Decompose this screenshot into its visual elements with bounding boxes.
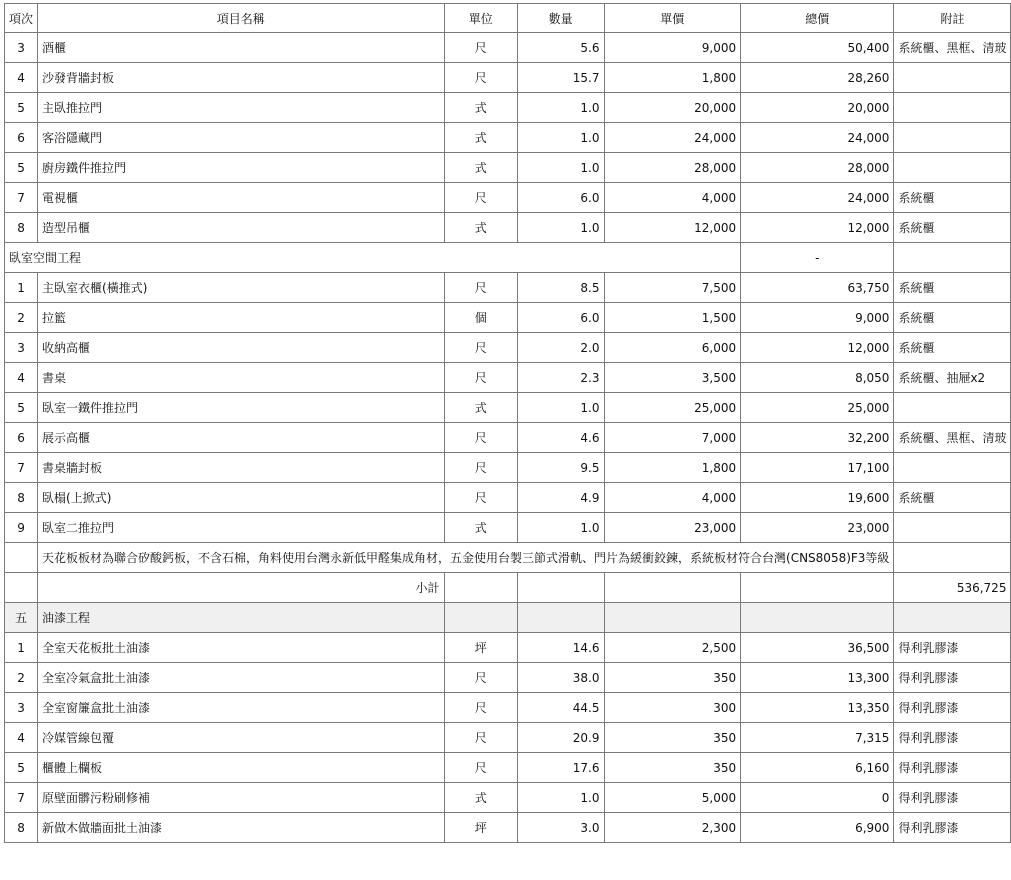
item-number: 8 [5,483,38,513]
item-number: 9 [5,513,38,543]
item-name: 全室窗簾盒批土油漆 [38,693,445,723]
item-unit: 式 [444,213,517,243]
header-item-name: 項目名稱 [38,4,445,33]
item-number: 8 [5,813,38,843]
header-total-price: 總價 [741,4,894,33]
item-quantity: 8.5 [517,273,604,303]
item-quantity: 1.0 [517,123,604,153]
item-total: 12,000 [741,333,894,363]
item-number: 5 [5,753,38,783]
item-unit-price: 25,000 [604,393,741,423]
item-total: 13,350 [741,693,894,723]
item-unit: 坪 [444,633,517,663]
item-quantity: 9.5 [517,453,604,483]
item-unit-price: 350 [604,753,741,783]
item-total: 63,750 [741,273,894,303]
item-number: 7 [5,453,38,483]
table-row [5,753,1011,783]
item-unit: 尺 [444,273,517,303]
item-name: 主臥室衣櫃(橫推式) [38,273,445,303]
item-quantity: 44.5 [517,693,604,723]
section-label: 臥室空間工程 [5,243,741,273]
item-total: 23,000 [741,513,894,543]
item-unit-price: 350 [604,663,741,693]
item-unit-price: 3,500 [604,363,741,393]
item-number: 5 [5,153,38,183]
item-total: 17,100 [741,453,894,483]
item-unit-price: 2,500 [604,633,741,663]
item-unit-price: 2,300 [604,813,741,843]
item-remark: 得利乳膠漆 [894,753,1011,783]
item-unit-price: 7,000 [604,423,741,453]
table-row [5,483,1011,513]
item-name: 臥室二推拉門 [38,513,445,543]
item-number: 2 [5,663,38,693]
header-unit-price: 單價 [604,4,741,33]
item-quantity: 1.0 [517,153,604,183]
item-quantity: 3.0 [517,813,604,843]
item-name: 書桌牆封板 [38,453,445,483]
item-number: 8 [5,213,38,243]
item-unit: 個 [444,303,517,333]
table-row [5,213,1011,243]
material-note-row [5,543,1011,573]
table-row [5,783,1011,813]
item-unit: 式 [444,93,517,123]
item-remark: 系統櫃 [894,333,1011,363]
item-number: 6 [5,423,38,453]
item-total: 25,000 [741,393,894,423]
item-number: 4 [5,723,38,753]
item-name: 收納高櫃 [38,333,445,363]
table-row [5,63,1011,93]
item-number: 4 [5,63,38,93]
table-row [5,723,1011,753]
item-remark [894,153,1011,183]
item-name: 主臥推拉門 [38,93,445,123]
item-number: 6 [5,123,38,153]
item-name: 展示高櫃 [38,423,445,453]
item-unit-price: 12,000 [604,213,741,243]
item-number: 5 [5,93,38,123]
quotation-table [4,3,1011,843]
item-unit-price: 4,000 [604,483,741,513]
item-unit-price: 7,500 [604,273,741,303]
item-unit: 尺 [444,693,517,723]
item-name: 酒櫃 [38,33,445,63]
item-unit-price: 5,000 [604,783,741,813]
item-name: 造型吊櫃 [38,213,445,243]
item-quantity: 4.6 [517,423,604,453]
item-total: 50,400 [741,33,894,63]
section-row-bedroom [5,243,1011,273]
item-total: 32,200 [741,423,894,453]
header-item-no: 項次 [5,4,38,33]
item-remark: 系統櫃 [894,483,1011,513]
item-name: 廚房鐵件推拉門 [38,153,445,183]
item-quantity: 1.0 [517,783,604,813]
item-remark: 得利乳膠漆 [894,693,1011,723]
item-total: 28,260 [741,63,894,93]
category-label: 油漆工程 [38,603,445,633]
item-unit: 尺 [444,183,517,213]
item-unit: 尺 [444,453,517,483]
item-name: 臥榻(上掀式) [38,483,445,513]
item-number: 3 [5,693,38,723]
item-remark: 得利乳膠漆 [894,783,1011,813]
item-total: 12,000 [741,213,894,243]
item-total: 13,300 [741,663,894,693]
header-row [5,4,1011,33]
item-unit-price: 4,000 [604,183,741,213]
table-row [5,453,1011,483]
item-unit: 尺 [444,483,517,513]
section-total: - [741,243,894,273]
item-remark: 系統櫃、抽屜x2 [894,363,1011,393]
table-row [5,423,1011,453]
item-name: 全室天花板批土油漆 [38,633,445,663]
item-remark [894,393,1011,423]
item-remark [894,123,1011,153]
subtotal-row [5,573,1011,603]
table-row [5,93,1011,123]
section-note [894,243,1011,273]
item-unit: 式 [444,783,517,813]
item-unit-price: 24,000 [604,123,741,153]
item-number: 3 [5,333,38,363]
item-remark: 得利乳膠漆 [894,633,1011,663]
item-quantity: 5.6 [517,33,604,63]
item-total: 24,000 [741,123,894,153]
item-number: 5 [5,393,38,423]
item-unit-price: 28,000 [604,153,741,183]
item-unit-price: 23,000 [604,513,741,543]
item-number: 1 [5,273,38,303]
table-row [5,273,1011,303]
item-quantity: 20.9 [517,723,604,753]
bedroom-items [5,273,1011,543]
table-row [5,513,1011,543]
material-note: 天花板板材為聯合矽酸鈣板，不含石棉，角料使用台灣永新低甲醛集成角材，五金使用台製三節式滑軌、門片為緩衝鉸鍊，系統板材符合台灣(CNS8058)F3等級 [38,543,894,573]
subtotal-value: 536,725 [894,573,1011,603]
item-unit: 式 [444,393,517,423]
item-remark: 系統櫃、黑框、清玻 [894,33,1011,63]
item-remark: 系統櫃 [894,273,1011,303]
header-unit: 單位 [444,4,517,33]
table-row [5,123,1011,153]
table-row [5,813,1011,843]
item-quantity: 14.6 [517,633,604,663]
item-name: 全室冷氣盒批土油漆 [38,663,445,693]
bedroom-section [5,243,1011,273]
header-quantity: 數量 [517,4,604,33]
item-remark [894,63,1011,93]
item-unit: 尺 [444,753,517,783]
item-unit: 式 [444,123,517,153]
notes-and-subtotal [5,543,1011,633]
item-unit-price: 1,800 [604,63,741,93]
table-row [5,33,1011,63]
item-quantity: 1.0 [517,393,604,423]
item-remark: 系統櫃、黑框、清玻 [894,423,1011,453]
table-row [5,663,1011,693]
item-name: 冷媒管線包覆 [38,723,445,753]
item-remark [894,93,1011,123]
item-total: 6,160 [741,753,894,783]
table-row [5,183,1011,213]
item-unit: 尺 [444,723,517,753]
item-unit-price: 20,000 [604,93,741,123]
item-quantity: 1.0 [517,93,604,123]
table-row [5,363,1011,393]
item-total: 19,600 [741,483,894,513]
item-quantity: 17.6 [517,753,604,783]
item-total: 6,900 [741,813,894,843]
item-unit: 坪 [444,813,517,843]
item-unit: 尺 [444,363,517,393]
item-remark: 系統櫃 [894,183,1011,213]
item-total: 28,000 [741,153,894,183]
item-unit: 尺 [444,333,517,363]
category-row-paint [5,603,1011,633]
item-remark [894,513,1011,543]
item-name: 沙發背牆封板 [38,63,445,93]
item-quantity: 38.0 [517,663,604,693]
item-remark: 系統櫃 [894,303,1011,333]
subtotal-label: 小計 [38,573,445,603]
item-total: 20,000 [741,93,894,123]
item-number: 1 [5,633,38,663]
item-quantity: 1.0 [517,213,604,243]
table-row [5,393,1011,423]
item-name: 拉籃 [38,303,445,333]
item-total: 7,315 [741,723,894,753]
item-name: 電視櫃 [38,183,445,213]
item-total: 9,000 [741,303,894,333]
item-unit-price: 6,000 [604,333,741,363]
item-quantity: 15.7 [517,63,604,93]
item-unit: 尺 [444,663,517,693]
item-name: 原壁面髒污粉刷修補 [38,783,445,813]
item-quantity: 6.0 [517,303,604,333]
item-name: 新做木做牆面批土油漆 [38,813,445,843]
item-quantity: 1.0 [517,513,604,543]
item-unit-price: 1,500 [604,303,741,333]
item-remark: 得利乳膠漆 [894,813,1011,843]
item-unit-price: 9,000 [604,33,741,63]
item-number: 4 [5,363,38,393]
item-unit-price: 300 [604,693,741,723]
item-unit: 尺 [444,63,517,93]
item-total: 0 [741,783,894,813]
item-quantity: 2.0 [517,333,604,363]
item-quantity: 4.9 [517,483,604,513]
item-remark: 得利乳膠漆 [894,663,1011,693]
category-number: 五 [5,603,38,633]
header-remarks: 附註 [894,4,1011,33]
item-total: 8,050 [741,363,894,393]
item-total: 36,500 [741,633,894,663]
item-remark: 得利乳膠漆 [894,723,1011,753]
table-row [5,693,1011,723]
item-number: 7 [5,183,38,213]
item-number: 3 [5,33,38,63]
item-unit-price: 350 [604,723,741,753]
item-unit-price: 1,800 [604,453,741,483]
painting-items [5,633,1011,843]
item-quantity: 2.3 [517,363,604,393]
table-row [5,633,1011,663]
item-number: 2 [5,303,38,333]
item-unit: 尺 [444,33,517,63]
item-remark: 系統櫃 [894,213,1011,243]
item-remark [894,453,1011,483]
table-row [5,303,1011,333]
table-row [5,333,1011,363]
item-unit: 式 [444,153,517,183]
item-unit: 式 [444,513,517,543]
item-number: 7 [5,783,38,813]
table-row [5,153,1011,183]
item-total: 24,000 [741,183,894,213]
item-name: 書桌 [38,363,445,393]
item-name: 櫃體上欄板 [38,753,445,783]
item-quantity: 6.0 [517,183,604,213]
item-name: 客浴隱藏門 [38,123,445,153]
item-name: 臥室一鐵件推拉門 [38,393,445,423]
item-unit: 尺 [444,423,517,453]
cabinet-items [5,33,1011,243]
